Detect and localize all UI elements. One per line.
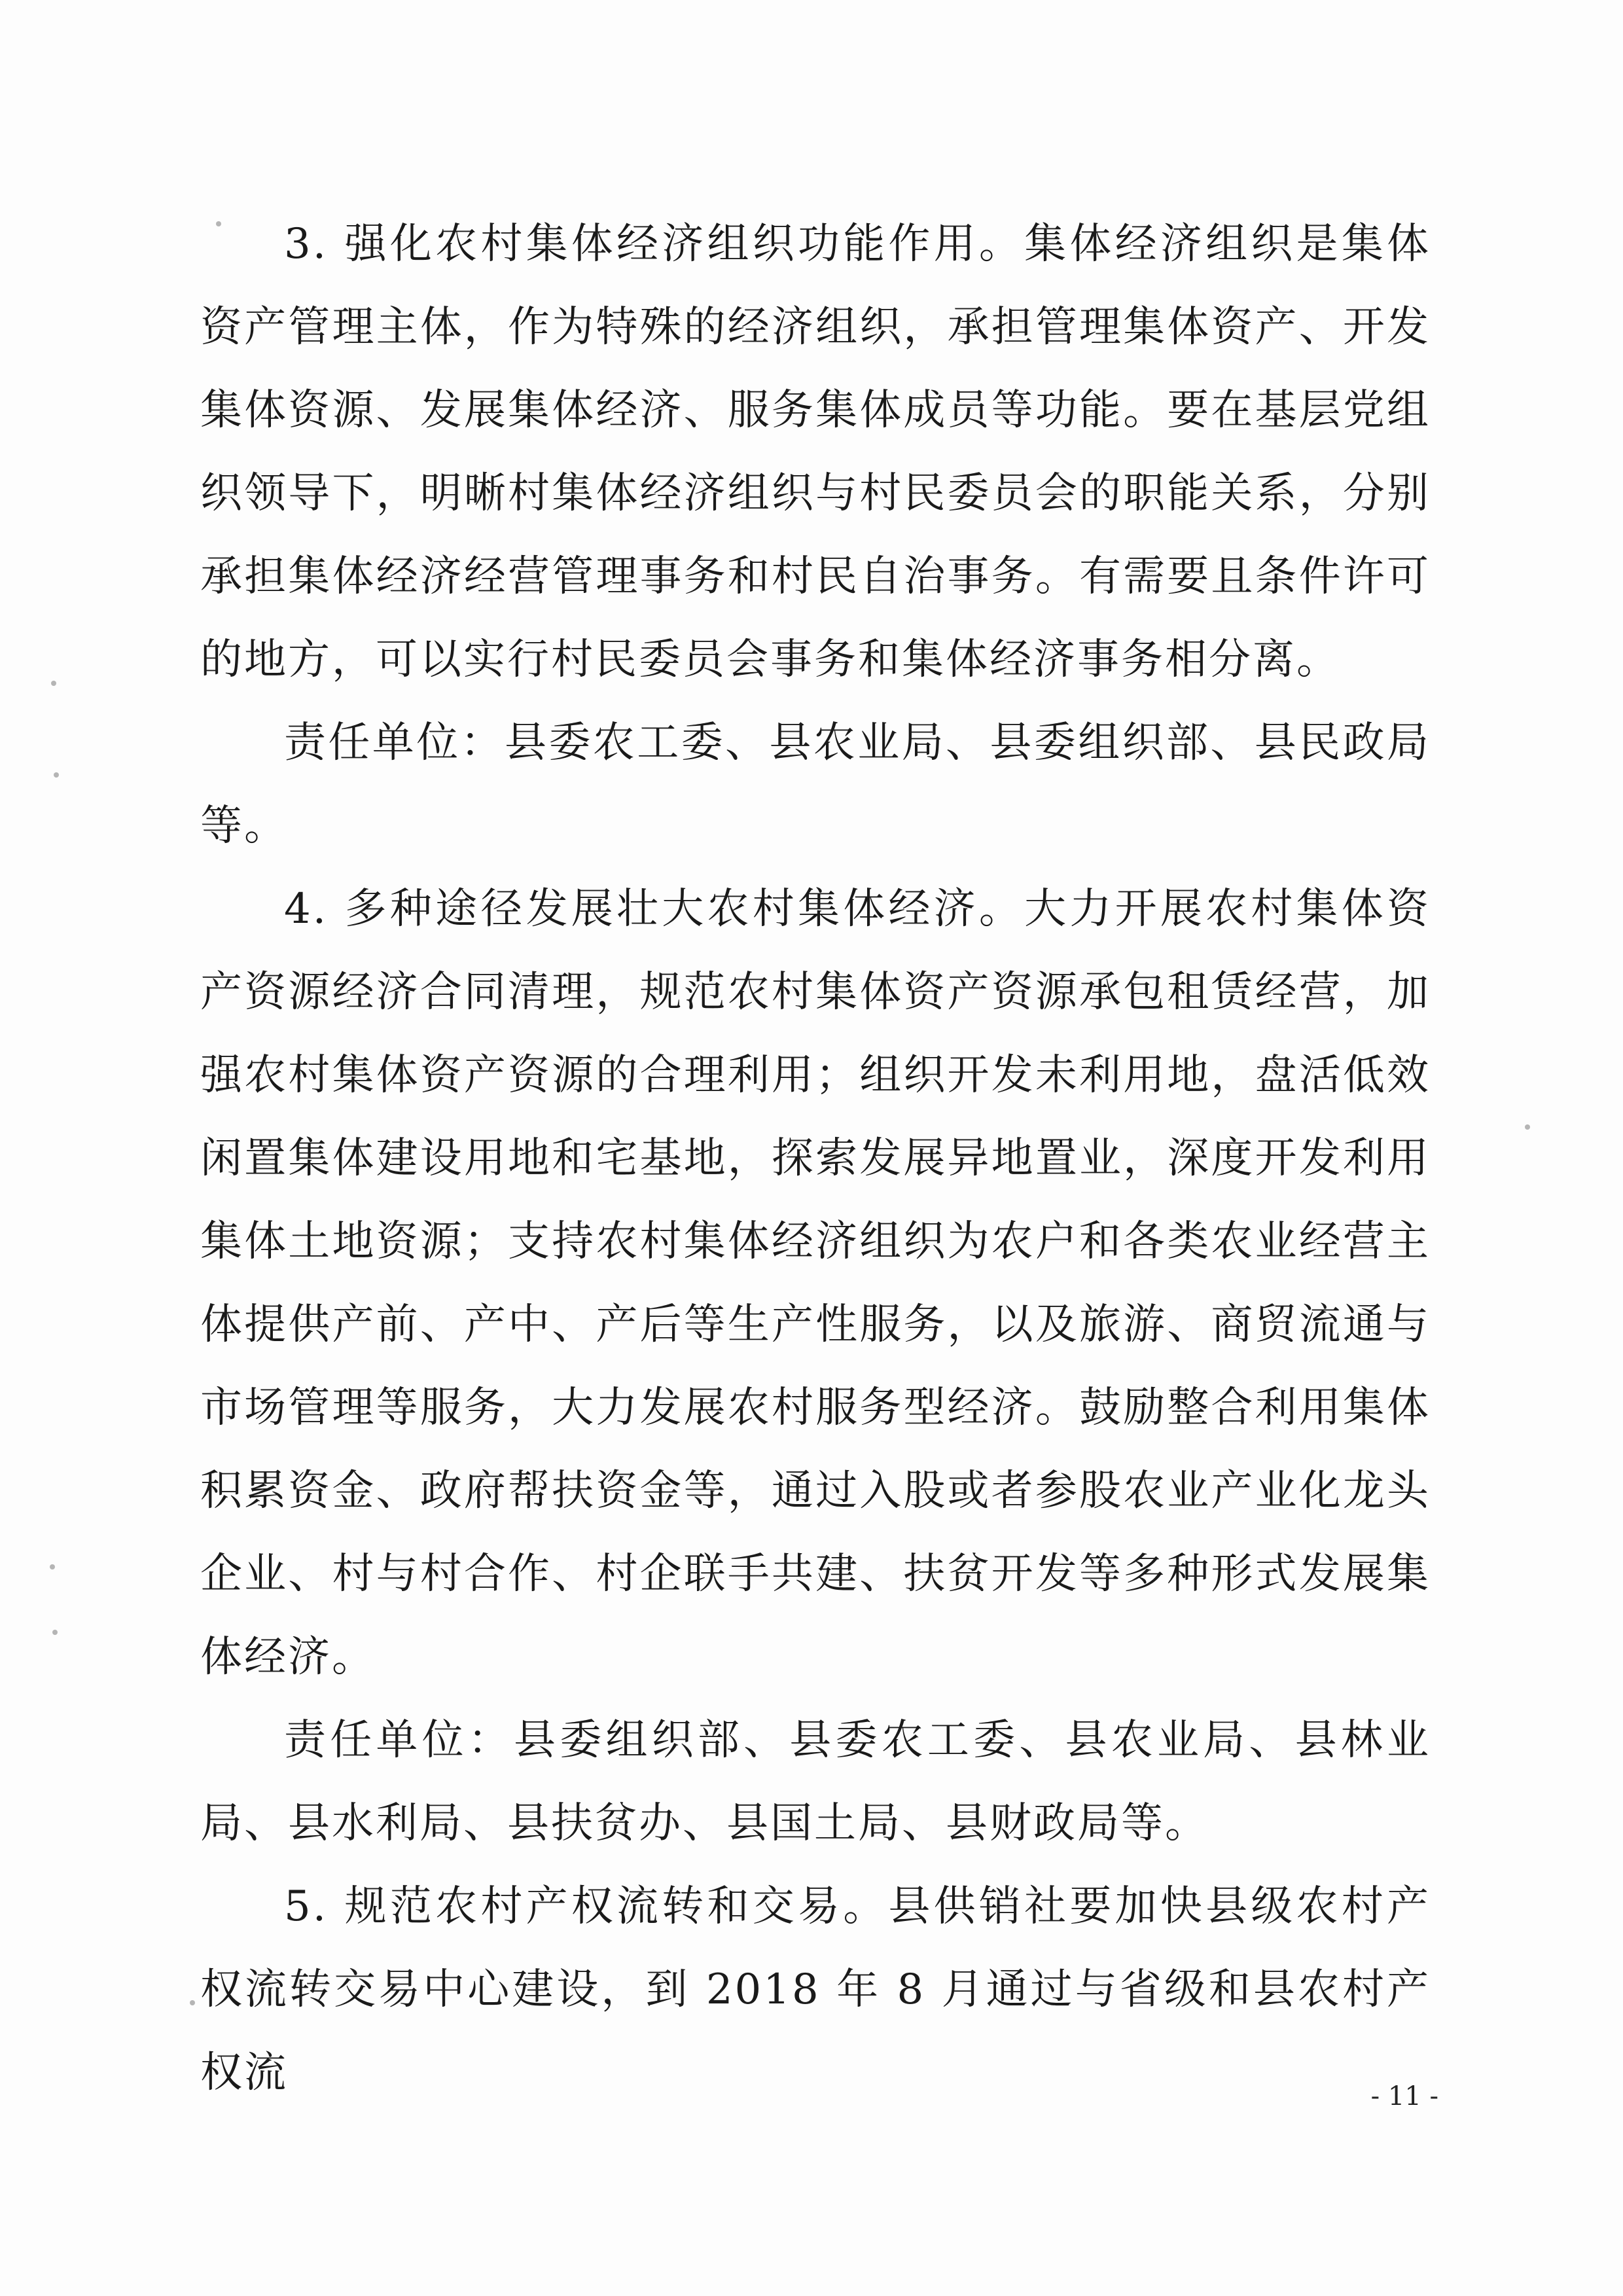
- page-number: - 11 -: [1370, 2081, 1438, 2111]
- paragraph-item-3: 3. 强化农村集体经济组织功能作用。集体经济组织是集体资产管理主体，作为特殊的经济组织，承担管理集体资产、开发集体资源、发展集体经济、服务集体成员等功能。要在基层党组织领导下，明晰村集体经济组织与村民委员会的职能关系，分别承担集体经济经营管理事务和村民自治事务。有需要且条件许可的地方，可以实行村民委员会事务和集体经济事务相分离。: [200, 220, 1431, 684]
- paragraph-item-4: 4. 多种途径发展壮大农村集体经济。大力开展农村集体资产资源经济合同清理，规范农村集体资产资源承包租赁经营，加强农村集体资产资源的合理利用；组织开发未利用地，盘活低效闲置集体建设用地和宅基地，探索发展异地置业，深度开发利用集体土地资源；支持农村集体经济组织为农户和各类农业经营主体提供产前、产中、产后等生产性服务，以及旅游、商贸流通与市场管理等服务，大力发展农村服务型经济。鼓励整合利用集体积累资金、政府帮扶资金等，通过入股或者参股农业产业化龙头企业、村与村合作、村企联手共建、扶贫开发等多种形式发展集体经济。: [200, 885, 1431, 1681]
- scan-speck: [50, 1564, 55, 1570]
- scan-speck: [190, 2000, 195, 2005]
- scan-speck: [51, 681, 56, 686]
- responsible-units-item-4: 责任单位：县委组织部、县委农工委、县农业局、县林业局、县水利局、县扶贫办、县国土局、县财政局等。: [200, 1716, 1431, 1848]
- paragraph-item-5: 5. 规范农村产权流转和交易。县供销社要加快县级农村产权流转交易中心建设，到 2018 年 8 月通过与省级和县农村产权流: [200, 1882, 1431, 2097]
- document-body: [200, 203, 1431, 2115]
- scan-speck: [52, 1630, 58, 1635]
- scan-speck: [54, 772, 59, 778]
- scan-speck: [1525, 1124, 1530, 1130]
- responsible-units-item-3: 责任单位：县委农工委、县农业局、县委组织部、县民政局等。: [200, 719, 1431, 850]
